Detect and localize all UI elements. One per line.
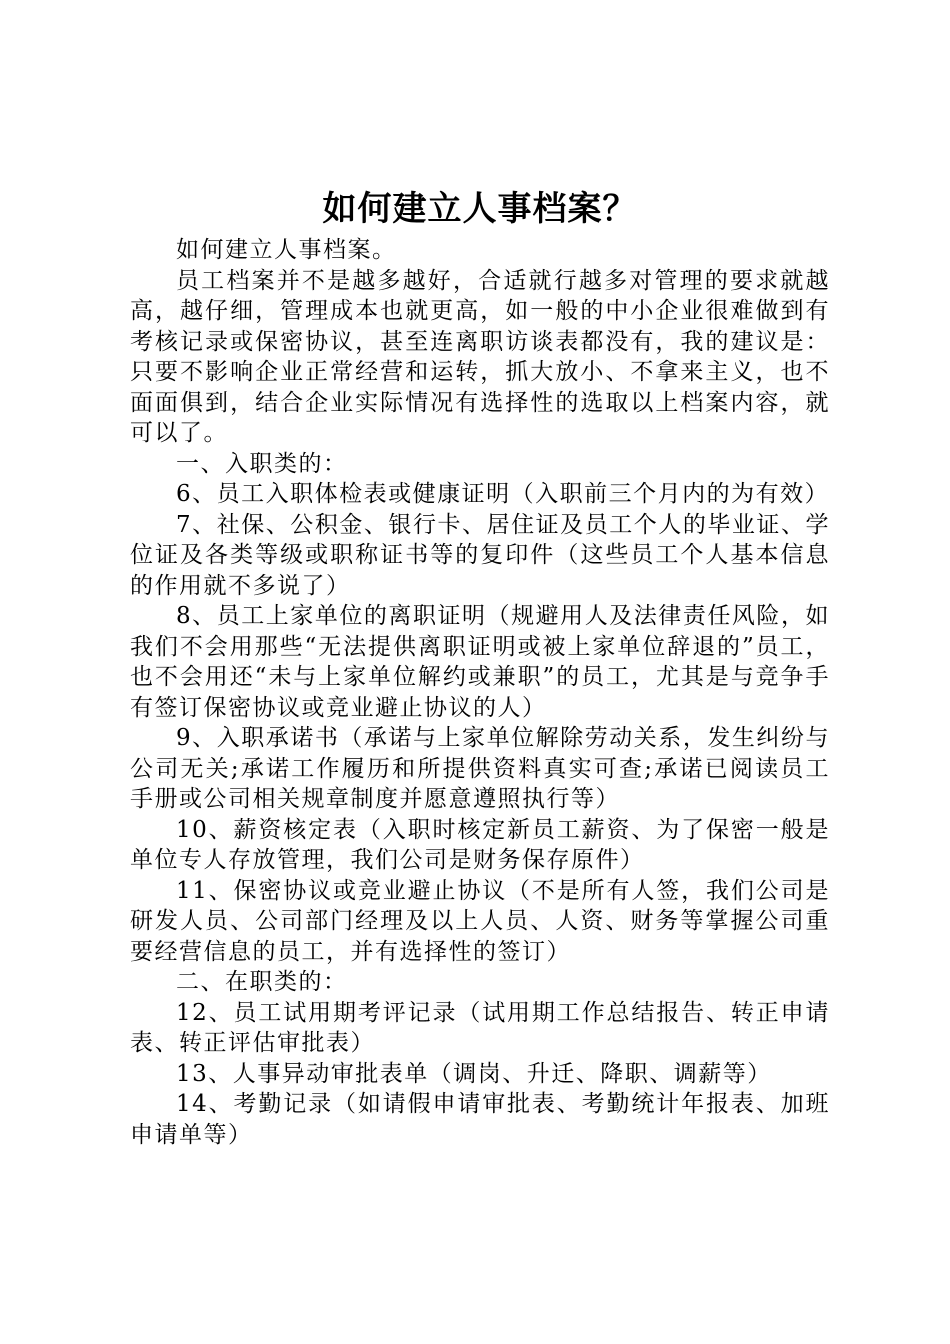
list-item-8: 8、员工上家单位的离职证明（规避用人及法律责任风险，如我们不会用那些“无法提供离职证明或被上家单位辞退的”员工，也不会用还“未与上家单位解约或兼职”的员工，尤其是与竞争手有签订保密协议或竞业避止协议的人）	[130, 603, 830, 721]
document-title: 如何建立人事档案？	[322, 189, 638, 229]
list-item-11: 11、保密协议或竞业避止协议（不是所有人签，我们公司是研发人员、公司部门经理及以上人员、人资、财务等掌握公司重要经营信息的员工，并有选择性的签订）	[130, 877, 830, 965]
list-item-14: 14、考勤记录（如请假申请审批表、考勤统计年报表、加班申请单等）	[130, 1091, 830, 1148]
list-item-10: 10、薪资核定表（入职时核定新员工薪资、为了保密一般是单位专人存放管理，我们公司是财务保存原件）	[130, 816, 830, 873]
paragraph-intro: 如何建立人事档案。	[176, 237, 397, 263]
section-heading-employment: 二、在职类的：	[176, 969, 348, 995]
section-heading-onboarding: 一、入职类的：	[176, 450, 348, 477]
list-item-9: 9、入职承诺书（承诺与上家单位解除劳动关系，发生纠纷与公司无关;承诺工作履历和所提供资料真实可查;承诺已阅读员工手册或公司相关规章制度并愿意遵照执行等）	[130, 725, 830, 812]
list-item-12: 12、员工试用期考评记录（试用期工作总结报告、转正申请表、转正评估审批表）	[130, 999, 830, 1056]
list-item-6: 6、员工入职体检表或健康证明（入职前三个月内的为有效）	[176, 481, 830, 507]
document-page	[130, 185, 830, 1150]
list-item-7: 7、社保、公积金、银行卡、居住证及员工个人的毕业证、学位证及各类等级或职称证书等的复印件（这些员工个人基本信息的作用就不多说了）	[130, 511, 830, 599]
paragraph-overview: 员工档案并不是越多越好，合适就行越多对管理的要求就越高，越仔细，管理成本也就更高，如一般的中小企业很难做到有考核记录或保密协议，甚至连离职访谈表都没有，我的建议是：只要不影响企业正常经营和运转，抓大放小、不拿来主义，也不面面俱到，结合企业实际情况有选择性的选取以上档案内容，就可以了。	[130, 267, 830, 446]
list-item-13: 13、人事异动审批表单（调岗、升迁、降职、调薪等）	[176, 1060, 772, 1087]
